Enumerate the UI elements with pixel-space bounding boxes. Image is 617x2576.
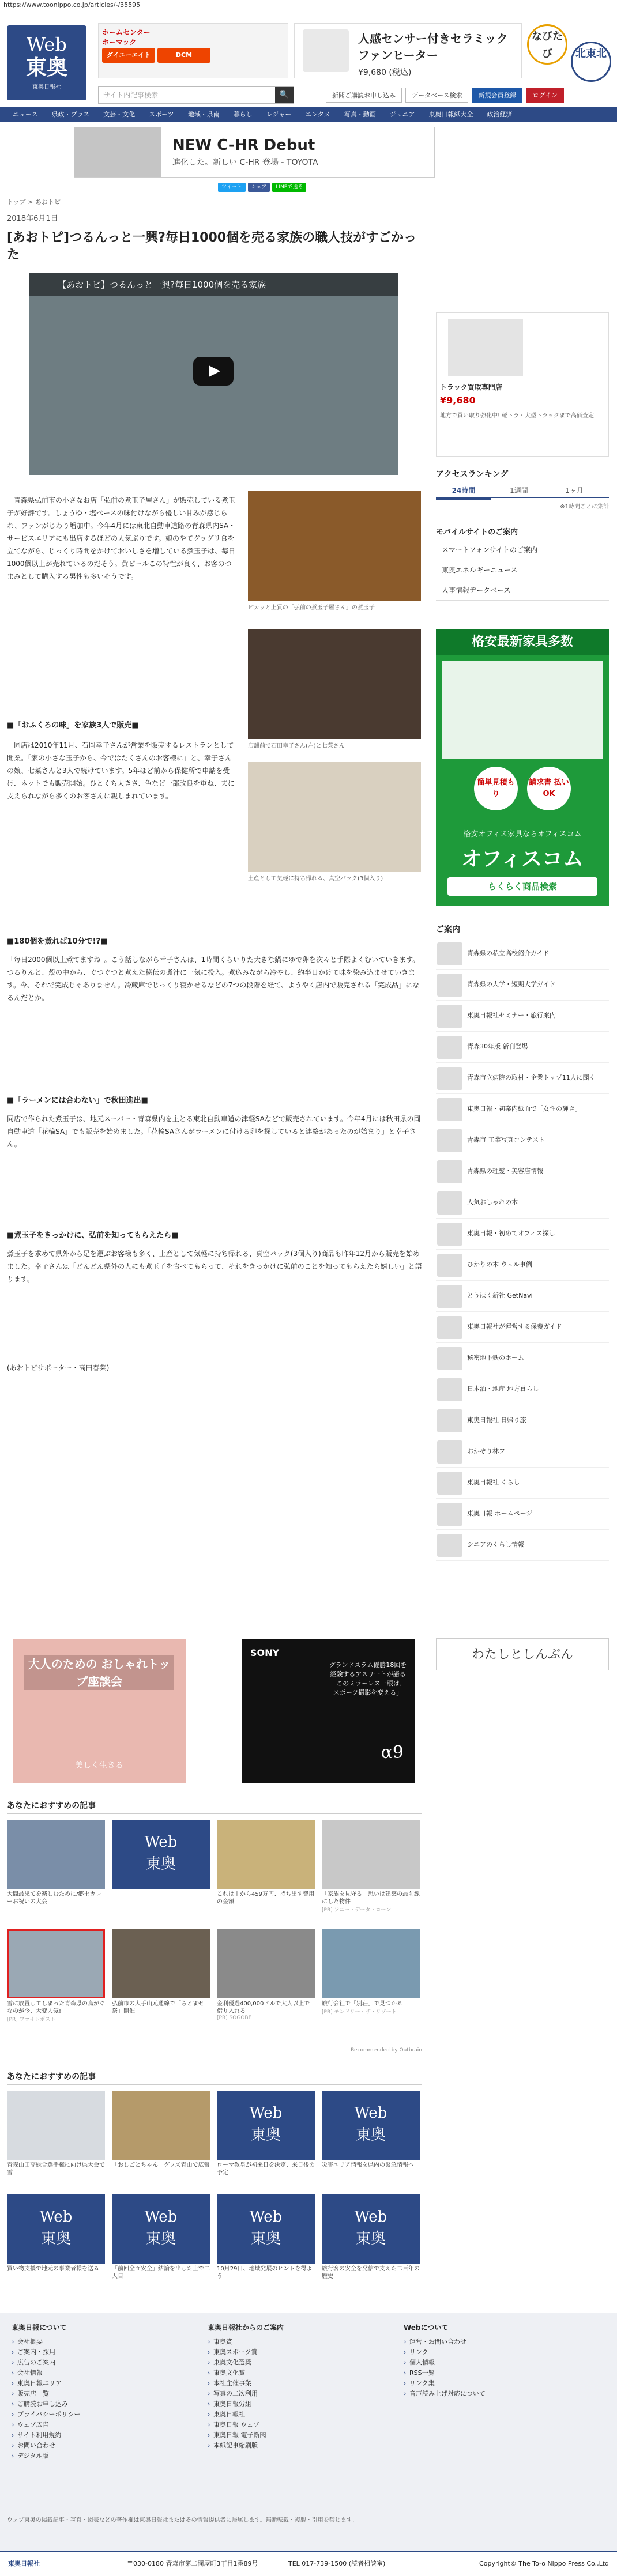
car-image: [74, 127, 161, 177]
subheading-1: ■「おふくろの味」を家族3人で販売■: [7, 721, 139, 730]
rec1-card[interactable]: [322, 1929, 420, 2015]
truck-image: [448, 319, 523, 376]
card-title: 「家族を見守る」思いは建築の最前線にした物件: [322, 1891, 420, 1905]
site-logo[interactable]: [7, 25, 86, 100]
nav-item[interactable]: 暮らし: [233, 111, 253, 118]
logo-main: 東奥: [25, 55, 67, 80]
guide-item[interactable]: [436, 1312, 609, 1343]
site-header: [0, 10, 617, 107]
tab-month[interactable]: 1ヶ月: [565, 486, 584, 495]
guide-item-label: ひかりの木 ウェル事例: [467, 1261, 533, 1268]
tab-24h[interactable]: 24時間: [436, 483, 491, 500]
footer-link[interactable]: › リンク: [404, 2347, 486, 2358]
footer-link[interactable]: › ご案内・採用: [12, 2347, 80, 2358]
guide-item-icon: [437, 1472, 462, 1495]
footer-link[interactable]: › 東奥日報 ウェブ: [208, 2420, 284, 2430]
navitabi-badge[interactable]: なびたび: [527, 24, 567, 65]
heater-price: ¥9,680 (税込): [358, 68, 412, 77]
footer-note: ウェブ東奥の掲載記事・写真・図表などの著作権は東奥日報社またはその情報提供者に帰属します。無断転載・複製・引用を禁じます。: [7, 2517, 358, 2524]
guide-item-icon: [437, 1409, 462, 1432]
footer-link[interactable]: › 販売店一覧: [12, 2389, 80, 2399]
video-player[interactable]: [29, 273, 398, 475]
homac-chip-2: DCM: [157, 48, 210, 63]
login-button[interactable]: ログイン: [526, 88, 563, 103]
guide-item-label: 人気おしゃれの木: [467, 1198, 518, 1206]
guide-item[interactable]: [436, 1219, 609, 1250]
homac-line2: ホーマック: [102, 38, 137, 46]
rec2-card[interactable]: [7, 2091, 105, 2177]
p2-text: 同店は2010年11月、石岡幸子さんが営業を販売するレストランとして開業。「家の小さな玉子から、今ではたくさんのお客様に」と、幸子さんの娘、七菜さんと3人で続けています。5年ほど前から保健所で申請を受け、ネットでも販売開始。ひとくち大きさ、色など一部改良を重ね、夫に支えられながら多くのお客さんに親しまれています。: [7, 741, 235, 800]
logo-sub: 東奥日報社: [32, 84, 61, 90]
guide-item-label: 青森30年版 新刊登場: [467, 1043, 528, 1050]
guide-item-label: おかぞり林フ: [467, 1447, 505, 1455]
sony-message: グランドスラム優勝18回を経験するアスリートが語る「このミラーレス一眼は、スポーツ撮影を変える」: [329, 1661, 407, 1696]
footer-link[interactable]: › 会社情報: [12, 2368, 80, 2378]
ranking-note: ※1時間ごとに集計: [560, 504, 609, 510]
footer-link[interactable]: › 広告のご案内: [12, 2358, 80, 2368]
homac-chip-1: ダイユーエイト: [102, 48, 155, 63]
footer-link[interactable]: › 東奥日報エリア: [12, 2378, 80, 2389]
guide-item[interactable]: [436, 1032, 609, 1063]
footer-link[interactable]: › 本社主催事業: [208, 2378, 284, 2389]
footer-link[interactable]: › ウェブ広告: [12, 2420, 80, 2430]
nav-item[interactable]: 文芸・文化: [103, 111, 136, 118]
guide-item-icon: [437, 1503, 462, 1526]
footer-tel: TEL 017-739-1500 (読者相談室): [288, 2560, 386, 2567]
toyota-sub: 進化した。新しい C-HR 登場 - TOYOTA: [172, 158, 318, 167]
guide-item[interactable]: [436, 1187, 609, 1219]
rec2-card[interactable]: [217, 2091, 315, 2177]
guide-item-label: 東奥日報社 くらし: [467, 1479, 520, 1486]
toyota-title: NEW C-HR Debut: [172, 137, 315, 154]
card-image-logo: Web 東奥: [322, 2091, 420, 2160]
footer-link[interactable]: › お問い合わせ: [12, 2441, 80, 2451]
footer-link[interactable]: › 東奥日報 電子新聞: [208, 2430, 284, 2441]
address-bar[interactable]: https://www.toonippo.co.jp/articles/-/35595: [0, 0, 617, 10]
card-image: [7, 1929, 105, 1998]
footer-link[interactable]: › 運営・お問い合わせ: [404, 2337, 486, 2347]
guide-item[interactable]: [436, 1281, 609, 1312]
guide-item-icon: [437, 1254, 462, 1277]
guide-item-label: 青森市 工業写真コンテスト: [467, 1136, 545, 1144]
ad-otona-title: 大人のための おしゃれトップ座談会: [24, 1655, 174, 1690]
furniture-image: [442, 661, 603, 759]
rec2-heading: あなたにおすすめの記事: [7, 2070, 422, 2085]
guide-item-icon: [437, 1285, 462, 1308]
guide-item[interactable]: [436, 1250, 609, 1281]
footer-link[interactable]: › 写真の二次利用: [208, 2389, 284, 2399]
header-badges: [524, 24, 611, 82]
card-image: [322, 1820, 420, 1889]
logo-web: Web: [27, 33, 67, 55]
mobile-guide: [436, 526, 609, 601]
nav-item[interactable]: 政治経済: [487, 111, 513, 118]
card-image: [7, 2091, 105, 2160]
card-image: [7, 1820, 105, 1889]
sony-logo: SONY: [250, 1647, 280, 1658]
card-title: 「おしごとちゃん」グッズ青山で広報: [112, 2162, 210, 2168]
guide-item[interactable]: [436, 1405, 609, 1436]
photo-pack[interactable]: [248, 762, 421, 872]
card-title: 災害エリア情報を県内の緊急情報へ: [322, 2162, 414, 2168]
card-title: 旅行会社で「別荘」で見つかる: [322, 2001, 402, 2007]
caption-2: 店舗前で石田幸子さん(左)と七菜さん: [248, 743, 345, 749]
header-ad-homac[interactable]: [98, 23, 288, 78]
header-ad-heater[interactable]: [294, 23, 522, 78]
footer-link[interactable]: › 東奥日報労組: [208, 2399, 284, 2409]
mobile-item[interactable]: 東奥エネルギーニュース: [436, 560, 609, 580]
card-pr: [PR] モンドリー・ザ・リゾート: [322, 2009, 397, 2015]
mobile-item[interactable]: スマートフォンサイトのご案内: [436, 540, 609, 560]
rec2-card[interactable]: [322, 2194, 420, 2280]
footer-link[interactable]: › RSS一覧: [404, 2368, 486, 2378]
guide-item-label: 東奥日報社セミナー・旅行案内: [467, 1012, 556, 1019]
card-title: 雪に放置してしまった青森県の鳥がぐなのが今、大変人気!: [7, 2001, 105, 2015]
play-icon[interactable]: [193, 357, 234, 386]
article-signature: (あおトピサポーター・高田春菜): [7, 1364, 110, 1372]
ad-sony[interactable]: [242, 1639, 415, 1783]
rec2-card[interactable]: [217, 2194, 315, 2280]
guide-item-icon: [437, 1005, 462, 1028]
guide-item-label: 東奥日報 ホームページ: [467, 1510, 533, 1517]
footer-link[interactable]: › 音声読み上げ対応について: [404, 2389, 486, 2399]
footer-link[interactable]: › プライバシーポリシー: [12, 2409, 80, 2420]
guide-item-label: 東奥日報社が運営する保養ガイド: [467, 1323, 562, 1330]
footer-address: 〒030-0180 青森市第二問屋町3丁目1番89号: [127, 2560, 258, 2567]
guide-item-label: 青森県の私立高校紹介ガイド: [467, 949, 550, 957]
photo-shop[interactable]: [248, 629, 421, 739]
tweet-button[interactable]: ツイート: [218, 183, 246, 192]
subheading-3: ■「ラーメンには合わない」で秋田進出■: [7, 1096, 148, 1105]
ad-otona[interactable]: [13, 1639, 186, 1783]
rec1-card[interactable]: [217, 1820, 315, 1906]
guide-item-icon: [437, 942, 462, 965]
footer-col-3-heading: Webについて: [404, 2324, 449, 2332]
rec2-card[interactable]: [7, 2194, 105, 2273]
share-button[interactable]: シェア: [248, 183, 270, 192]
footer-col-2: [208, 2322, 284, 2451]
footer-copyright: Copyright© The To-o Nippo Press Co.,Ltd: [479, 2560, 609, 2567]
card-title: これは中から459万円、持ち出す費用の金額: [217, 1891, 315, 1905]
card-image: [112, 1929, 210, 1998]
guide-item[interactable]: [436, 1468, 609, 1499]
sony-model: α9: [381, 1743, 404, 1763]
ranking: [436, 468, 609, 520]
officecom-brand: オフィスコム: [461, 847, 584, 871]
mobile-title: モバイルサイトのご案内: [436, 528, 518, 537]
footer-col-2-heading: 東奥日報社からのご案内: [208, 2324, 284, 2332]
card-image-logo: Web 東奥: [112, 2194, 210, 2264]
rec1-heading: あなたにおすすめの記事: [7, 1800, 422, 1814]
site-footer: [0, 2313, 617, 2576]
rec2-card[interactable]: [112, 2091, 210, 2169]
guide-title: ご案内: [436, 925, 460, 934]
truck-ad[interactable]: [436, 312, 609, 457]
nav-item[interactable]: レジャー: [266, 111, 292, 118]
officecom-ad[interactable]: [436, 629, 609, 906]
rec1-card[interactable]: [217, 1929, 315, 2021]
card-title: 金利優遇400,000ドルで大人以上で借り入れる: [217, 2001, 310, 2015]
guide-item-label: 秘密地下鉄のホーム: [467, 1354, 524, 1361]
card-title: 10月29日、地域発展のヒントを得よう: [217, 2266, 313, 2280]
card-title: 旅行客の安全を発信で支えた二百年の歴史: [322, 2266, 420, 2280]
paragraph-1: [7, 494, 238, 583]
card-image-logo: Web 東奥: [112, 1820, 210, 1889]
footer-link[interactable]: › 本紙記事縮刷版: [208, 2441, 284, 2451]
footer-col-1: [12, 2322, 80, 2461]
rec2-card[interactable]: [322, 2091, 420, 2169]
footer-link[interactable]: › 個人情報: [404, 2358, 486, 2368]
guide-item[interactable]: [436, 1063, 609, 1094]
guide-item-icon: [437, 1067, 462, 1090]
rec1-card[interactable]: [7, 1929, 105, 2023]
paragraph-4: [7, 1112, 422, 1151]
guide-item-label: 東奥日報・初めてオフィス探し: [467, 1229, 555, 1237]
guide-item-icon: [437, 974, 462, 997]
kitatohoku-badge[interactable]: 北東北: [571, 42, 611, 82]
guide-item-label: 青森市立病院の取材・企業トップ11人に聞く: [467, 1074, 596, 1081]
truck-price: ¥9,680: [440, 395, 476, 406]
footer-bar: [0, 2551, 617, 2576]
nav-item[interactable]: 東奥日報紙大全: [428, 111, 473, 118]
line-button[interactable]: LINEで送る: [272, 183, 306, 192]
card-pr: [PR] ソニー・データ・ローン: [322, 1907, 392, 1913]
toyota-banner-ad[interactable]: [74, 127, 435, 178]
rec1-card[interactable]: [112, 1820, 210, 1889]
rec1-card[interactable]: [7, 1820, 105, 1906]
ranking-tabs: [436, 483, 609, 498]
breadcrumb[interactable]: トップ > あおトピ: [7, 198, 61, 206]
footer-company: 東奥日報社: [8, 2560, 40, 2567]
footer-link[interactable]: › デジタル版: [12, 2451, 80, 2461]
officecom-cta[interactable]: らくらく商品検索: [447, 877, 597, 896]
card-image-logo: Web 東奥: [217, 2194, 315, 2264]
nav-item[interactable]: ジュニア: [389, 111, 415, 118]
guide-item[interactable]: [436, 938, 609, 970]
p3-text: 「毎日2000個以上煮てますね」。こう話しながら幸子さんは、1時間くらいりた大きな鍋にゆで卵を次々と手際よくむいていきます。つるりんと、殻の中から、ぐつぐつと煮えた秘伝の煮汁に一気に投入。煮込みながら冷やし、約半日かけて味を染み込ませていきます。今、それで完成じゃありません。冷蔵庫でじっくり寝かせるなどの7つの段階を経て、ようやく店内で販売される「完成品」になるんだとか。: [7, 956, 420, 1002]
card-title: 青森山田高総合選手権に向け県大会で雪: [7, 2162, 105, 2176]
footer-link[interactable]: › 東奥日報社: [208, 2409, 284, 2420]
homac-line1: ホームセンター: [102, 28, 151, 36]
guide-item-icon: [437, 1316, 462, 1339]
database-link[interactable]: データベース検索: [405, 88, 468, 103]
guide-item-icon: [437, 1098, 462, 1121]
tab-week[interactable]: 1週間: [510, 486, 528, 495]
guide-item-icon: [437, 1347, 462, 1370]
nav-item[interactable]: 地域・県南: [187, 111, 220, 118]
card-pr: [PR] ブライトポスト: [7, 2017, 56, 2023]
guide-item-icon: [437, 1440, 462, 1464]
guide-item[interactable]: [436, 1125, 609, 1156]
footer-link[interactable]: › サイト利用規約: [12, 2430, 80, 2441]
card-image: [322, 1929, 420, 1998]
officecom-sub: 格安オフィス家具ならオフィスコム: [463, 830, 582, 839]
site-search[interactable]: [98, 86, 294, 104]
guide-item-label: シニアのくらし情報: [467, 1541, 524, 1548]
nav-item[interactable]: 県政・プラス: [51, 111, 90, 118]
nav-item[interactable]: スポーツ: [149, 111, 174, 118]
search-input[interactable]: サイト内記事検索: [103, 91, 159, 99]
guide-item-icon: [437, 1129, 462, 1152]
outbrain-credit[interactable]: Recommended by Outbrain: [351, 2047, 422, 2053]
social-buttons: [218, 182, 308, 192]
guide-item-label: 青森県の大学・短期大学ガイド: [467, 980, 556, 988]
nav-item[interactable]: 写真・動画: [344, 111, 376, 118]
truck-title: トラック買取専門店: [440, 383, 502, 391]
footer-col-1-heading: 東奥日報について: [12, 2324, 67, 2332]
watashi-banner[interactable]: わたしとしんぶん: [436, 1638, 609, 1670]
guide-item-icon: [437, 1160, 462, 1183]
card-image: [217, 1820, 315, 1889]
footer-link[interactable]: › ご購読お申し込み: [12, 2399, 80, 2409]
truck-desc: 地方で買い取り強化中! 軽トラ・大型トラックまで高価査定: [440, 413, 594, 419]
global-nav: [0, 107, 617, 122]
card-pr: [PR] SOGOBE: [217, 2015, 252, 2021]
guide-item[interactable]: [436, 1499, 609, 1530]
paragraph-2: [7, 739, 238, 802]
card-image: [217, 1929, 315, 1998]
guide-item-icon: [437, 1378, 462, 1401]
rec1-card[interactable]: [322, 1820, 420, 1913]
paragraph-3: [7, 953, 422, 1004]
paragraph-5: [7, 1247, 422, 1285]
guide-item-icon: [437, 1036, 462, 1059]
guide-item-label: 青森県の理髪・美容店情報: [467, 1167, 543, 1175]
video-title: 【あおトピ】つるんっと一興?毎日1000個を売る家族: [29, 273, 398, 296]
subheading-4: ■煮玉子をきっかけに、弘前を知ってもらえたら■: [7, 1231, 179, 1240]
p5-text: 煮玉子を求めて県外から足を運ぶお客様も多く、土産として気軽に持ち帰れる、真空パック(3個入り)商品も昨年12月から販売を始めました。幸子さんは「どんどん県外の人にも煮玉子を食べてもらって、それをきっかけに弘前のことを知ってもらえたら嬉しい」と語ります。: [7, 1250, 422, 1283]
card-title: 「前回全面安全」結論を出した上で二人目: [112, 2266, 210, 2280]
ranking-title: アクセスランキング: [436, 470, 509, 479]
guide-item-icon: [437, 1534, 462, 1557]
ad-otona-sub: 美しく生きる: [75, 1761, 123, 1770]
nav-item[interactable]: エンタメ: [305, 111, 330, 118]
guide-item[interactable]: [436, 1156, 609, 1187]
subscribe-link[interactable]: 新聞ご購読お申し込み: [326, 88, 402, 103]
heater-image: [303, 29, 349, 72]
invoice-button[interactable]: 請求書 払いOK: [527, 767, 571, 810]
guide-item-label: 東奥日報・初案内紙面で「女性の輝き」: [467, 1105, 581, 1112]
p1-text: 青森県弘前市の小さなお店「弘前の煮玉子屋さん」が販売している煮玉子が好評です。しょうゆ・塩ベースの味付けながら優しい甘みが感じられ、ファンがじわり増加中。今年4月には東北自動車道路の青森県内SA・サービスエリアにも出店するほどの人気ぶりです。娘のやてグッグリ食を立てながら、じっくり時間をかけておいしさを増している煮玉子は、毎日1000個以上が売れているのだそう。黄ピールこの特性が良く、お客のつまみとして購入する男性も多いそうです。: [7, 496, 236, 580]
footer-link[interactable]: › 東奥スポーツ賞: [208, 2347, 284, 2358]
footer-link[interactable]: › 東奥文化賞: [208, 2368, 284, 2378]
guide-item-icon: [437, 1191, 462, 1215]
caption-1: ピカッと上質の「弘前の煮玉子屋さん」の煮玉子: [248, 605, 375, 611]
officecom-title: 格安最新家具多数: [436, 629, 609, 655]
article-title: [あおトピ]つるんっと一興?毎日1000個を売る家族の職人技がすごかった: [7, 231, 417, 262]
guide-item[interactable]: [436, 1530, 609, 1561]
card-image-logo: Web 東奥: [7, 2194, 105, 2264]
quote-button[interactable]: 簡単見積もり: [474, 767, 518, 810]
card-title: 大間最果てを楽しむために/郷土カレーお祝いの大会: [7, 1891, 101, 1905]
guide-item[interactable]: [436, 1001, 609, 1032]
caption-3: 土産として気軽に持ち帰れる、真空パック(3個入り): [248, 876, 383, 882]
search-icon[interactable]: 🔍: [275, 87, 294, 103]
guide-item-icon: [437, 1223, 462, 1246]
guide-item-label: 日本酒・地産 地方暮らし: [467, 1385, 539, 1393]
rec1-card[interactable]: [112, 1929, 210, 2015]
subheading-2: ■180個を煮れば10分で!?■: [7, 937, 108, 946]
header-links: [326, 88, 567, 103]
guide: [436, 923, 609, 1561]
card-title: 弘前市の大手山元通線で「ちとませ祭」開催: [112, 2001, 204, 2015]
card-image-logo: Web 東奥: [217, 2091, 315, 2160]
footer-link[interactable]: › 東奥文化選奨: [208, 2358, 284, 2368]
card-image-logo: Web 東奥: [322, 2194, 420, 2264]
guide-item-label: とうほく新社 GetNavi: [467, 1292, 533, 1299]
rec2-card[interactable]: [112, 2194, 210, 2280]
guide-item[interactable]: [436, 1343, 609, 1374]
heater-title: 人感センサー付きセラミック ファンヒーター: [358, 32, 508, 62]
footer-link[interactable]: › リンク集: [404, 2378, 486, 2389]
guide-item-label: 東奥日報社 日帰り旅: [467, 1416, 526, 1424]
photo-eggs[interactable]: [248, 491, 421, 601]
footer-link[interactable]: › 会社概要: [12, 2337, 80, 2347]
footer-col-3: [404, 2322, 486, 2399]
guide-item[interactable]: [436, 970, 609, 1001]
nav-item[interactable]: ニュース: [13, 111, 38, 118]
page-body: [0, 122, 617, 2330]
guide-item[interactable]: [436, 1094, 609, 1125]
guide-item[interactable]: [436, 1436, 609, 1468]
card-title: ローマ教皇が初来日を決定、来日後の予定: [217, 2162, 315, 2176]
register-button[interactable]: 新規会員登録: [472, 88, 522, 103]
guide-item[interactable]: [436, 1374, 609, 1405]
card-title: 買い物支援で地元の事業者様を送る: [7, 2266, 99, 2272]
article-date: 2018年6月1日: [7, 214, 58, 223]
footer-link[interactable]: › 東奥賞: [208, 2337, 284, 2347]
mobile-item[interactable]: 人事情報データベース: [436, 580, 609, 601]
card-image: [112, 2091, 210, 2160]
p4-text: 同店で作られた煮玉子は、地元スーパー・青森県内を主とる東北自動車道の津軽SAなどで販売されています。今年4月には秋田県の岡自動車道「花輪SA」でも販売を始めました。「花輪SAさんがラーメンに付ける卵を探していると連絡があったのが始まり」と幸子さん。: [7, 1115, 421, 1148]
